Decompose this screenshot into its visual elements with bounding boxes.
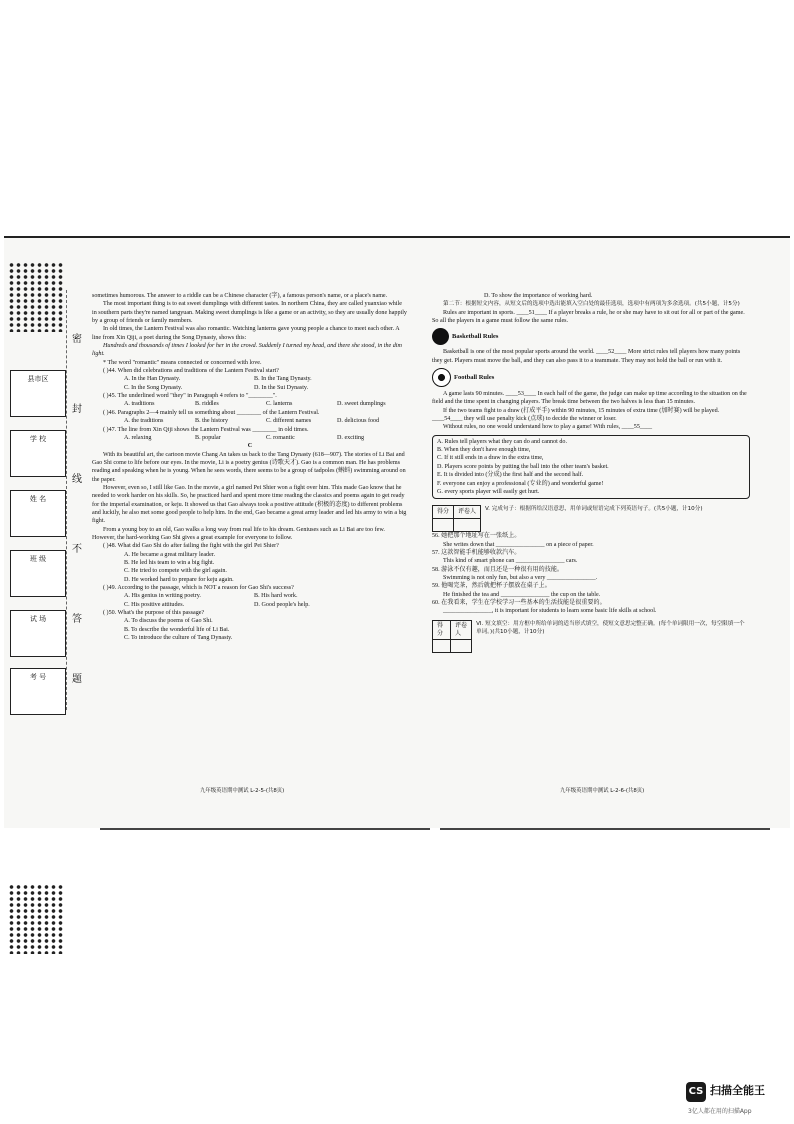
options-row xyxy=(92,417,408,425)
field-exam-room[interactable]: 试 场 xyxy=(10,610,66,657)
sentence-cn: 57. 这款智能手机能够收款汽车。 xyxy=(432,549,521,556)
option: G. every sports player will easily get hurt. xyxy=(437,488,540,495)
binding-line xyxy=(66,290,89,710)
sentence-en[interactable]: ________________, it is important for students to learn some basic life skills at school. xyxy=(443,608,657,615)
section-heading: Football Rules xyxy=(432,368,750,387)
option[interactable]: A. relaxing xyxy=(124,434,152,441)
passage-label: C xyxy=(247,443,253,450)
option[interactable]: B. the history xyxy=(195,418,229,425)
option[interactable]: B. popular xyxy=(195,434,221,441)
binding-mark: 封 xyxy=(72,404,82,415)
option[interactable]: A. He became a great military leader. xyxy=(124,551,216,558)
option[interactable]: A. To discuss the poems of Gao Shi. xyxy=(124,618,213,625)
paragraph: With its beautiful art, the cartoon movie Chang An takes us back to the Tang Dynasty (618—907). The stories of Li Bai and Gao Shi come to life before our eyes. In the movie, Li is a poetry genius (诗歌天才). Gao is a common man. He has problems reading and speaking when he is young. When he sees words, there seems to be a group of tadpoles (蝌蚪) swimming around on the paper. xyxy=(92,451,406,483)
question-stem: ( )44. When did celebrations and traditions of the Lantern Festival start? xyxy=(103,368,279,375)
field-school[interactable]: 学 校 xyxy=(10,430,66,477)
page-footer-left: 九年级英语期中测试 L-2-5-(共8页) xyxy=(200,788,285,794)
grader-cell[interactable] xyxy=(454,519,481,532)
paragraph: Rules are important in sports. ____51____ If a player breaks a rule, he or she may have to sit out for all or part of the game. So all the players in a game must follow the same rules. xyxy=(432,309,745,325)
watermark-title: 扫描全能王 xyxy=(710,1084,765,1097)
sentence-en[interactable]: She writes down that ________________ on a piece of paper. xyxy=(443,541,594,548)
options-col xyxy=(92,551,408,584)
binding-mark: 密 xyxy=(72,334,82,345)
section-6-header xyxy=(432,620,750,654)
section-heading: Basketball Rules xyxy=(432,328,750,345)
section-5-header xyxy=(432,505,750,532)
options-row xyxy=(92,592,408,600)
question-stem: ( )47. The line from Xin Qiji shows the Lantern Festival was ________ in old times. xyxy=(103,426,309,433)
paragraph: However, even so, I still like Gao. In the movie, a girl named Pei Shier won a fight over him. This made Gao know that he needed to work harder on his skills. So, he practiced hard and spent more time reading the classics and poems again to get ready for the imperial examination, or keju. It showed us that Gao always took a positive attitude (积极的态度) to different problems and luckily, he also met some good people to help him. In the end, Gao became a great army leader and led his army to win a big fight. xyxy=(92,484,407,525)
option[interactable]: C. romantic xyxy=(266,434,295,441)
scan-edge-bottom-left xyxy=(100,828,430,830)
paragraph: Without rules, no one would understand how to play a game! With rules, ____55____ xyxy=(443,424,653,431)
question-stem: ( )49. According to the passage, which is NOT a reason for Gao Shi's success? xyxy=(103,585,294,592)
option[interactable]: A. the traditions xyxy=(124,418,164,425)
option[interactable]: C. lanterns xyxy=(266,401,293,408)
options-box xyxy=(432,435,750,499)
option[interactable]: D. Good people's help. xyxy=(254,601,310,608)
option[interactable]: A. traditions xyxy=(124,401,155,408)
score-cell[interactable] xyxy=(433,640,451,653)
paragraph: If the two teams fight to a draw (打成平手) within 90 minutes, 15 minutes of extra time (加时赛) will be played. ____54____ they will use penalty kick (点球) to decide the winner or loser. xyxy=(432,407,720,423)
section-instruction: V. 完成句子：根据所给汉语意思，用单词或短语完成下列英语句子。(共5小题，计10分) xyxy=(485,506,703,513)
scan-edge-bottom-right xyxy=(440,828,770,830)
paragraph: Basketball is one of the most popular sports around the world. ____52____ More strict rules tell players how many points they get. Players must move the ball, and they can also pass it to a teammate. They may not hold the ball or run with it. xyxy=(432,349,741,364)
poem-line: Hundreds and thousands of times I looked for her in the crowd. Suddenly I turned my head, and there she stood, in the dim light. xyxy=(92,343,402,358)
option[interactable]: C. To introduce the culture of Tang Dynasty. xyxy=(124,635,233,642)
option[interactable]: D. In the Sui Dynasty. xyxy=(254,384,309,391)
basketball-icon xyxy=(432,328,449,345)
option[interactable]: D. sweet dumplings xyxy=(337,401,386,408)
option[interactable]: B. He led his team to win a big fight. xyxy=(124,560,215,566)
football-icon xyxy=(432,368,451,387)
sentence-en[interactable]: Swimming is not only fun, but also a very ________________. xyxy=(443,574,598,581)
field-county[interactable]: 县市区 xyxy=(10,370,66,417)
option: F. everyone can enjoy a professional (专业的) and wonderful game! xyxy=(437,480,604,487)
binding-mark: 答 xyxy=(72,614,82,625)
footnote: * The word "romantic" means connected or concerned with love. xyxy=(103,359,262,366)
sentence-en[interactable]: He finished the tea and ________________ the cup on the table. xyxy=(443,591,601,598)
watermark-subtitle: 3亿人都在用的扫描App xyxy=(688,1108,752,1115)
option: D. Players score points by putting the ball into the other team's basket. xyxy=(437,463,609,470)
option[interactable]: C. His positive attitudes. xyxy=(124,601,185,608)
option[interactable]: A. His genius in writing poetry. xyxy=(124,593,201,600)
binding-mark: 线 xyxy=(72,474,82,485)
question-stem: ( )45. The underlined word "they" in Paragraph 4 refers to "________". xyxy=(103,393,277,400)
question-stem: ( )50. What's the purpose of this passage? xyxy=(103,610,205,617)
right-page xyxy=(432,292,750,653)
option[interactable]: D. exciting xyxy=(337,434,365,441)
option: E. It is divided into (分成) the first half and the second half. xyxy=(437,472,584,479)
option: C. If it still ends in a draw in the extra time, xyxy=(437,455,544,462)
option[interactable]: C. different names xyxy=(266,418,312,425)
question-stem: ( )46. Paragraphs 2—4 mainly tell us something about ________ of the Lantern Festival. xyxy=(103,409,320,416)
score-cell[interactable] xyxy=(433,519,454,532)
score-table: 得分 评卷人 xyxy=(432,620,472,654)
option[interactable]: C. In the Song Dynasty. xyxy=(124,384,183,391)
option: B. When they don't have enough time, xyxy=(437,447,531,454)
score-table: 得分 评卷人 xyxy=(432,505,481,532)
options-row xyxy=(92,434,408,442)
sentence-cn: 58. 游泳不仅有趣，而且还是一种很有用的技能。 xyxy=(432,566,564,573)
binding-mark: 题 xyxy=(72,674,82,685)
paragraph: In old times, the Lantern Festival was also romantic. Watching lanterns gave young people a chance to meet each other. A line from Xin Qiji, a poet during the Song Dynasty, shows this: xyxy=(92,326,400,341)
field-name[interactable]: 姓 名 xyxy=(10,490,66,537)
camscanner-logo-icon: CS xyxy=(686,1082,706,1102)
sentence-en[interactable]: This kind of smart phone can ________________ cars. xyxy=(443,558,578,565)
field-exam-number[interactable]: 考 号 xyxy=(10,668,66,715)
page-footer-right: 九年级英语期中测试 L-2-6-(共8页) xyxy=(560,788,645,794)
answer-grid-bottom xyxy=(8,884,64,954)
binding-mark: 不 xyxy=(72,544,82,555)
sentence-cn: 56. 她把那个地址写在一张纸上。 xyxy=(432,533,521,540)
sentence-cn: 60. 在我看来，学生在学校学习一些基本的生活技能是很重要的。 xyxy=(432,599,606,606)
option[interactable]: B. His hard work. xyxy=(254,593,298,600)
sentence-cn: 59. 他喝完茶，然后就把杯子摆放在桌子上。 xyxy=(432,583,551,590)
question-stem: ( )48. What did Gao Shi do after failing the fight with the girl Pei Shier? xyxy=(103,543,279,550)
option[interactable]: B. In the Tang Dynasty. xyxy=(254,376,312,383)
option[interactable]: B. To describe the wonderful life of Li Bai. xyxy=(124,626,230,633)
option[interactable]: B. riddles xyxy=(195,401,219,408)
options-row xyxy=(92,384,408,392)
option[interactable]: D. delicious food xyxy=(337,418,380,425)
grader-cell[interactable] xyxy=(451,640,472,653)
options-row xyxy=(92,375,408,383)
section-instruction: 第二节：根据短文内容，从短文后的选项中选出能填入空白处的最佳选项，选项中有两项为多余选项。(共5小题，计5分) xyxy=(443,301,740,308)
scan-edge-top xyxy=(4,236,790,238)
option[interactable]: A. In the Han Dynasty. xyxy=(124,376,181,383)
option[interactable]: D. To show the importance of working hard. xyxy=(484,293,593,299)
paragraph: A game lasts 90 minutes. ____53____ In each half of the game, the judge can make up time according to the situation on the field and the time spent in changing players. The break time between the two halves is less than 15 minutes. xyxy=(432,391,747,406)
option: A. Rules tell players what they can do and cannot do. xyxy=(437,438,567,445)
section-instruction: VI. 短文填空：用方框中所给单词的适当形式填空，使短文意思完整正确。(每个单词限用一次，每空限填一个单词。)(共10小题，计10分) xyxy=(476,620,745,635)
paragraph: From a young boy to an old, Gao walks a long way from real life to his dream. Geniuses such as Li Bai are too few. However, the hard-working Gao Shi gives a great example for everyone to follow. xyxy=(92,526,385,541)
paragraph: sometimes humorous. The answer to a riddle can be a Chinese character (字), a famous person's name, or a place's name. xyxy=(92,293,388,299)
answer-grid-top xyxy=(8,262,64,332)
options-row xyxy=(92,400,408,408)
option[interactable]: C. He tried to compete with the girl again. xyxy=(124,568,227,575)
options-row xyxy=(92,601,408,609)
field-class[interactable]: 班 级 xyxy=(10,550,66,597)
option[interactable]: D. He worked hard to prepare for keju again. xyxy=(124,576,234,583)
options-col xyxy=(92,617,408,642)
left-page xyxy=(92,292,408,642)
paragraph: The most important thing is to eat sweet dumplings with different tastes. In northern China, they are called yuanxiao while in southern parts they're named tangyuan. Making sweet dumplings is like a game or an activity, so they are usually done happily by a group of friends or family members. xyxy=(92,301,407,325)
